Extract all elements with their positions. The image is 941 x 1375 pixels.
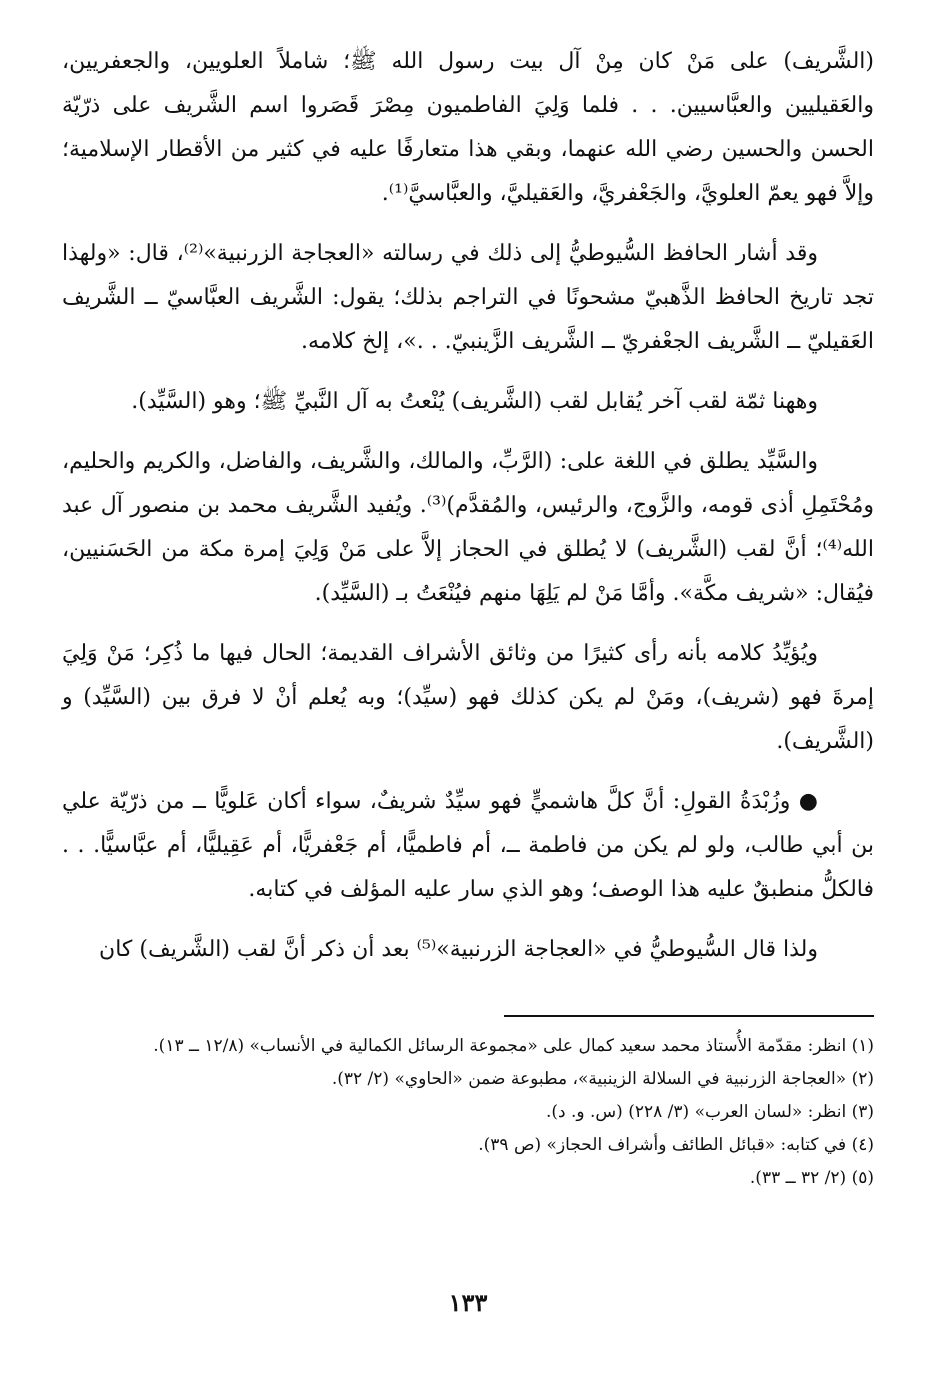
footnote-2: (٢) «العجاجة الزرنبية في السلالة الزينبية»، مطبوعة ضمن «الحاوي» (٢/ ٣٢). (331, 1069, 874, 1089)
paragraph-2: وقد أشار الحافظ السُّيوطيُّ إلى ذلك في رسالته «العجاجة الزرنبية»⁽²⁾، قال: «ولهذا تجد تاريخ الحافظ الذَّهبيّ مشحونًا في التراجم بذلك؛ يقول: الشَّريف العبَّاسيّ ــ الشَّريف العَقيليّ ــ الشَّريف الجعْفريّ ــ الشَّريف الزَّينبيّ. . .»، إلخ كلامه. (62, 241, 874, 354)
footnote-1: (١) انظر: مقدّمة الأُستاذ محمد سعيد كمال على «مجموعة الرسائل الكمالية في الأنساب» (١٢/٨ ــ ١٣). (153, 1036, 874, 1056)
book-page (62, 40, 874, 1340)
footnote-divider (504, 1015, 874, 1017)
paragraph-1: (الشَّريف) على مَنْ كان مِنْ آل بيت رسول الله ﷺ؛ شاملاً العلويين، والجعفريين، والعَقيليين والعبَّاسيين. . . فلما وَلِيَ الفاطميون مِصْرَ قَصَروا اسم الشَّريف على ذرّيّة الحسن والحسين رضي الله عنهما، وبقي هذا متعارفًا عليه في كثير من الأقطار الإسلامية؛ وإلاَّ فهو يعمّ العلويَّ، والجَعْفريَّ، والعَقيليَّ، والعبَّاسيَّ⁽¹⁾. (62, 49, 874, 206)
paragraph-3: وههنا ثمّة لقب آخر يُقابل لقب (الشَّريف) يُنْعتُ به آل النَّبيِّ ﷺ؛ وهو (السَّيِّد). (131, 389, 818, 414)
footnote-3: (٣) انظر: «لسان العرب» (٣/ ٢٢٨) (س. و. د). (545, 1102, 874, 1122)
footnotes (62, 1030, 874, 1195)
paragraph-7: ولذا قال السُّيوطيُّ في «العجاجة الزرنبية»⁽⁵⁾ بعد أن ذكر أنَّ لقب (الشَّريف) كان (99, 937, 818, 962)
paragraph-5: ويُؤيِّدُ كلامه بأنه رأى كثيرًا من وثائق الأشراف القديمة؛ الحال فيها ما ذُكِر؛ مَنْ وَلِيَ إمرةَ فهو (شريف)، ومَنْ لم يكن كذلك فهو (سيِّد)؛ وبه يُعلم أنْ لا فرق بين (السَّيِّد) و (الشَّريف). (62, 641, 874, 754)
page-number: ١٣٣ (448, 1288, 488, 1317)
paragraph-6: ● وزُبْدَةُ القولِ: أنَّ كلَّ هاشميٍّ فهو سيِّدٌ شريفٌ، سواء أكان عَلويًّا ــ من ذرّيّة علي بن أبي طالب، ولو لم يكن من فاطمة ــ، أم فاطميًّا، أم جَعْفريًّا، أم عَقِيليًّا، أم عبَّاسيًّا. . . فالكلُّ منطبقٌ عليه هذا الوصف؛ وهو الذي سار عليه المؤلف في كتابه. (62, 789, 874, 902)
footnote-4: (٤) في كتابه: «قبائل الطائف وأشراف الحجاز» (ص ٣٩). (478, 1135, 874, 1155)
footnote-5: (٥) (٢/ ٣٢ ــ ٣٣). (749, 1168, 874, 1188)
paragraph-4: والسَّيِّد يطلق في اللغة على: (الرَّبِّ، والمالك، والشَّريف، والفاضل، والكريم والحليم، ومُحْتَمِلِ أذى قومه، والزَّوج، والرئيس، والمُقدَّم)⁽³⁾. ويُفيد الشَّريف محمد بن منصور آل عبد الله⁽⁴⁾؛ أنَّ لقب (الشَّريف) لا يُطلق في الحجاز إلاَّ على مَنْ وَلِيَ إمرة مكة من الحَسَنيين، فيُقال: «شريف مكَّة». وأمَّا مَنْ لم يَلِهَا منهم فيُنْعَتُ بـ (السَّيِّد). (62, 449, 874, 606)
